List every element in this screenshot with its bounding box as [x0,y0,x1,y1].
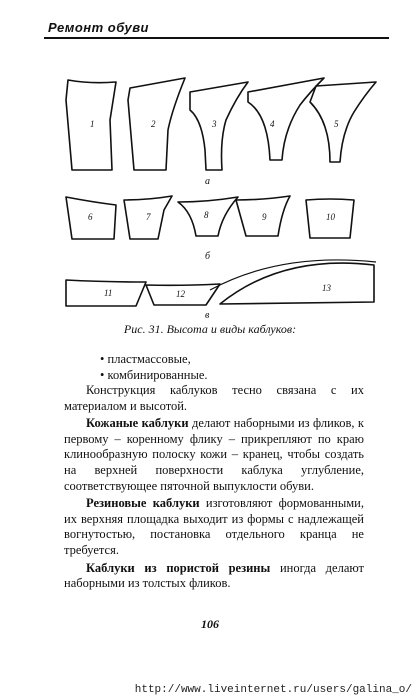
heel-shape-5 [310,82,376,162]
heel-label-13: 13 [322,283,331,293]
heel-label-9: 9 [262,212,267,222]
row-label-a: а [205,176,210,187]
list-item: • пластмассовые, [100,351,208,367]
heel-label-8: 8 [204,210,209,220]
heel-shape-3 [190,82,248,170]
figure-caption: Рис. 31. Высота и виды каблуков: [123,322,297,336]
heel-label-11: 11 [104,288,113,298]
paragraph-lead: Резиновые каблуки [86,496,200,511]
paragraph-body: Конструкция каблуков тесно связана с их материалом и высотой. [64,383,364,413]
row-label-v: в [205,310,210,320]
paragraph-lead: Каблуки из пористой резины [86,560,271,575]
heel-label-12: 12 [176,289,185,299]
heel-label-1: 1 [90,119,95,129]
paragraph-construction [64,383,364,414]
heel-shape-13 [220,263,374,304]
paragraph-lead: Кожаные каблуки [86,416,189,431]
body-text [64,383,364,594]
heel-shape-4 [248,78,324,160]
page-header-title: Ремонт обуви [48,20,149,35]
row-label-b: б [205,251,211,262]
paragraph-leather-heels [64,416,364,494]
paragraph-body: иногда делают наборными из толстых фликов. [64,560,365,591]
heel-label-3: 3 [212,119,217,129]
page-number: 106 [201,617,219,631]
heel-shape-2 [128,78,185,170]
paragraph-porous-rubber-heels [64,561,364,592]
list-item: • комбинированные. [100,367,208,383]
heel-label-2: 2 [151,119,156,129]
heel-label-4: 4 [270,119,275,129]
heel-label-6: 6 [88,212,93,222]
paragraph-rubber-heels [64,496,364,558]
watermark-url: http://www.liveinternet.ru/users/galina_o/ [134,684,412,696]
heel-label-10: 10 [326,212,335,222]
heel-label-5: 5 [334,119,339,129]
heel-label-7: 7 [146,212,151,222]
heel-figure [0,0,420,320]
material-list [100,351,208,383]
heel-top-curve-13 [210,260,376,290]
paragraph-body: делают наборными из фликов, к первому – коренному флику – прикрепляют по краю клинообразную полоску кожи – кранец, чтобы создать на верхней поверхности каблука углубление, соответствующее пяточной выпуклости обуви. [64,416,365,493]
paragraph-body: изготовляют формованными, их верхняя площадка выходит из формы с надлежащей вогнутостью, постановка отдельного кранца не требуется. [64,496,364,557]
